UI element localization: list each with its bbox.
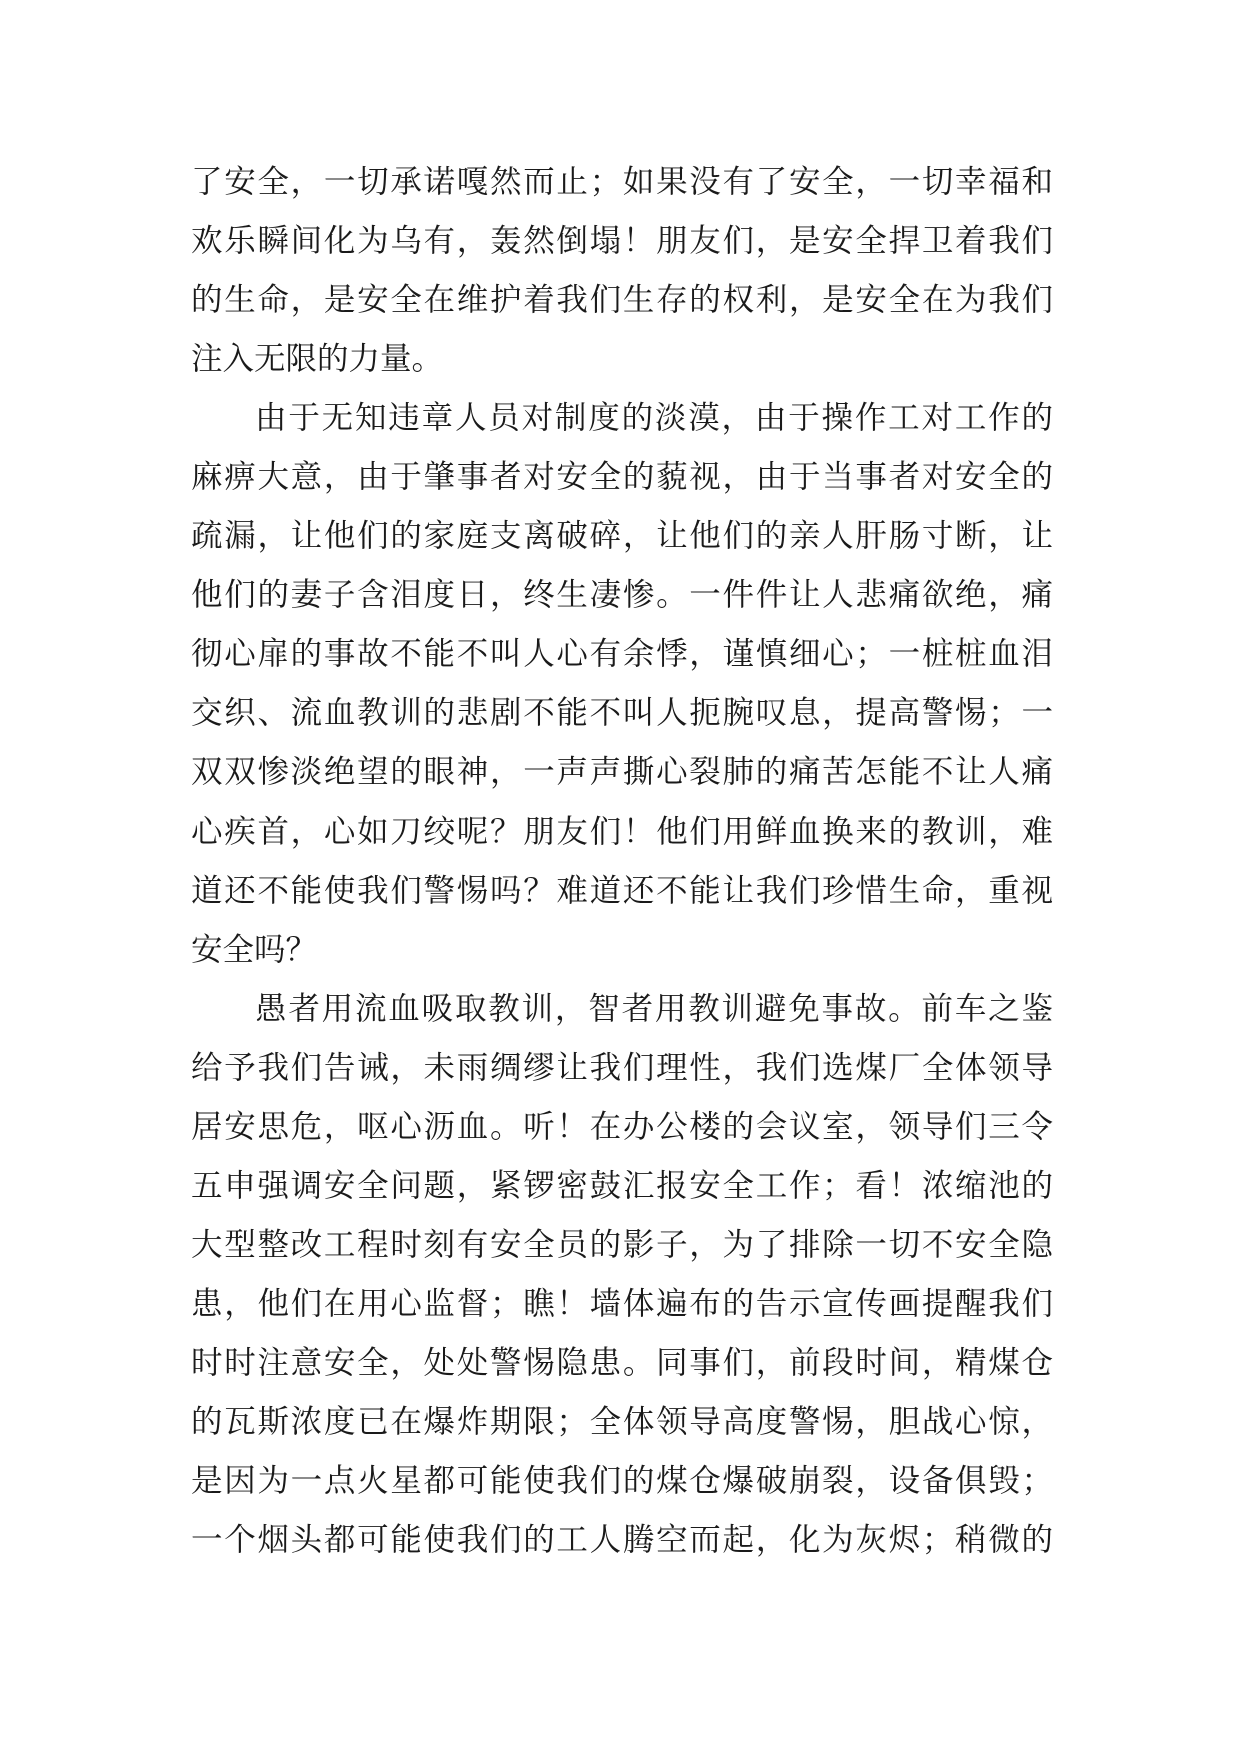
text-line: 疏漏，让他们的家庭支离破碎，让他们的亲人肝肠寸断，让: [191, 518, 1053, 555]
text-line: 欢乐瞬间化为乌有，轰然倒塌！朋友们，是安全捍卫着我们: [191, 223, 1053, 260]
text-line: 愚者用流血吸取教训，智者用教训避免事故。前车之鉴: [255, 990, 1053, 1027]
text-line: 心疾首，心如刀绞呢？朋友们！他们用鲜血换来的教训，难: [191, 813, 1053, 850]
text-line: 患，他们在用心监督；瞧！墙体遍布的告示宣传画提醒我们: [191, 1285, 1053, 1322]
text-line: 他们的妻子含泪度日，终生凄惨。一件件让人悲痛欲绝，痛: [191, 577, 1053, 614]
text-line: 一个烟头都可能使我们的工人腾空而起，化为灰烬；稍微的: [191, 1522, 1053, 1559]
body-text: [191, 153, 1053, 1570]
paragraph-1: [191, 153, 1053, 389]
text-line: 彻心扉的事故不能不叫人心有余悸，谨慎细心；一桩桩血泪: [191, 636, 1053, 673]
text-line: 了安全，一切承诺嘎然而止；如果没有了安全，一切幸福和: [191, 164, 1053, 200]
text-line: 的瓦斯浓度已在爆炸期限；全体领导高度警惕，胆战心惊，: [191, 1403, 1053, 1440]
text-line: 时时注意安全，处处警惕隐患。同事们，前段时间，精煤仓: [191, 1344, 1053, 1381]
text-line: 大型整改工程时刻有安全员的影子，为了排除一切不安全隐: [191, 1226, 1053, 1263]
paragraph-3: [191, 980, 1053, 1570]
text-line: 安全吗？: [191, 931, 318, 968]
text-line: 居安思危，呕心沥血。听！在办公楼的会议室，领导们三令: [191, 1108, 1053, 1145]
text-line: 道还不能使我们警惕吗？难道还不能让我们珍惜生命，重视: [191, 872, 1053, 909]
text-line: 给予我们告诫，未雨绸缪让我们理性，我们选煤厂全体领导: [191, 1049, 1053, 1086]
text-line: 是因为一点火星都可能使我们的煤仓爆破崩裂，设备俱毁；: [191, 1463, 1053, 1500]
text-line: 由于无知违章人员对制度的淡漠，由于操作工对工作的: [255, 400, 1053, 437]
text-line: 双双惨淡绝望的眼神，一声声撕心裂肺的痛苦怎能不让人痛: [191, 754, 1053, 791]
text-line: 麻痹大意，由于肇事者对安全的藐视，由于当事者对安全的: [191, 459, 1053, 496]
text-line: 注入无限的力量。: [191, 341, 444, 378]
text-line: 的生命，是安全在维护着我们生存的权利，是安全在为我们: [191, 282, 1053, 319]
text-line: 交织、流血教训的悲剧不能不叫人扼腕叹息，提高警惕；一: [191, 695, 1053, 732]
paragraph-2: [191, 389, 1053, 979]
text-line: 五申强调安全问题，紧锣密鼓汇报安全工作；看！浓缩池的: [191, 1167, 1053, 1204]
